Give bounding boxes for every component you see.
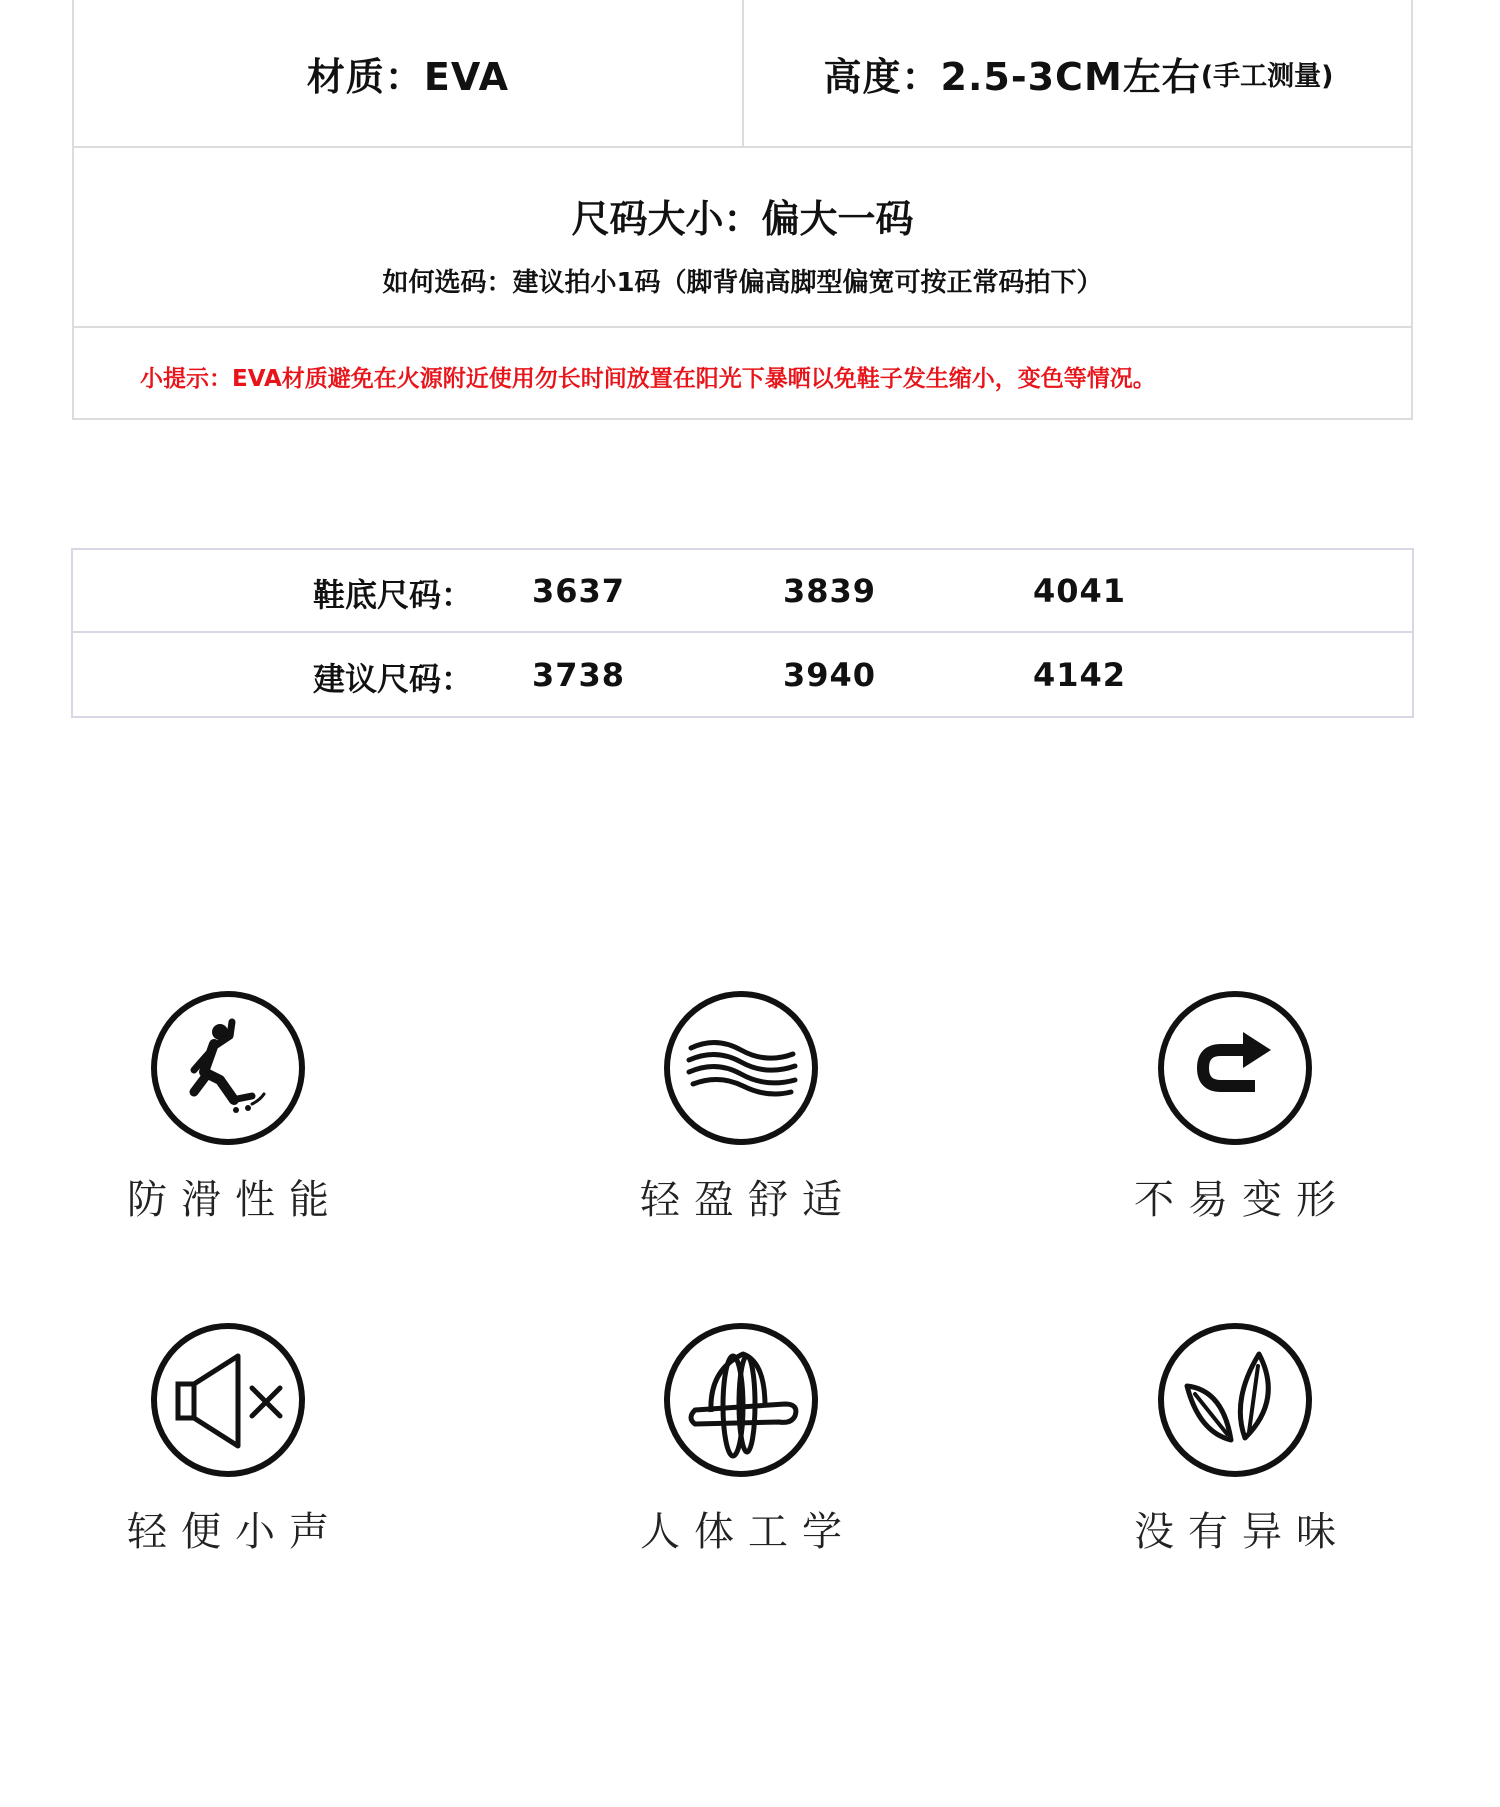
feature-label: 人体工学: [640, 1509, 856, 1555]
size-value: 3637: [532, 572, 626, 610]
feature-ergonomic: [601, 1320, 881, 1560]
anti-slip-icon: [148, 988, 308, 1148]
size-value: 4142: [1033, 656, 1127, 694]
feature-no-odor: [1095, 1320, 1375, 1560]
size-advice: 如何选码：建议拍小1码（脚背偏高脚型偏宽可按正常码拍下）: [382, 268, 1103, 298]
ergonomic-shoe-icon: [661, 1320, 821, 1480]
height-cell: [744, 0, 1413, 146]
feature-label: 轻便小声: [127, 1509, 343, 1555]
size-value: 4041: [1033, 572, 1127, 610]
height-text: 高度：2.5-3CM左右: [823, 54, 1201, 99]
feature-label: 轻盈舒适: [640, 1177, 856, 1223]
material-cell: [74, 0, 744, 146]
size-value: 3940: [783, 656, 877, 694]
spec-table: [72, 0, 1413, 420]
size-value: 3839: [783, 572, 877, 610]
size-value: 3738: [532, 656, 626, 694]
feature-quiet: [88, 1320, 368, 1560]
wave-comfort-icon: [661, 988, 821, 1148]
height-note: (手工测量): [1200, 60, 1334, 92]
leaf-icon: [1155, 1320, 1315, 1480]
row-label: 建议尺码：: [313, 660, 474, 698]
feature-no-deform: [1095, 988, 1375, 1228]
feature-label: 防滑性能: [127, 1177, 343, 1223]
feature-anti-slip: [88, 988, 368, 1228]
feature-light-comfort: [601, 988, 881, 1228]
table-row: [73, 634, 1412, 717]
row-label: 鞋底尺码：: [313, 576, 474, 614]
feature-label: 不易变形: [1134, 1177, 1350, 1223]
spec-row-tip: [74, 328, 1411, 418]
size-title: 尺码大小：偏大一码: [571, 197, 914, 241]
size-table: [71, 548, 1414, 718]
mute-speaker-icon: [148, 1320, 308, 1480]
return-arrow-icon: [1155, 988, 1315, 1148]
feature-label: 没有异味: [1134, 1509, 1350, 1555]
spec-row-size: [74, 148, 1411, 328]
tip-text: 小提示：EVA材质避免在火源附近使用勿长时间放置在阳光下暴晒以免鞋子发生缩小，变色等情况。: [140, 366, 1156, 392]
material-text: 材质：EVA: [306, 54, 510, 99]
table-row: [73, 550, 1412, 633]
spec-row-material-height: [74, 0, 1411, 148]
